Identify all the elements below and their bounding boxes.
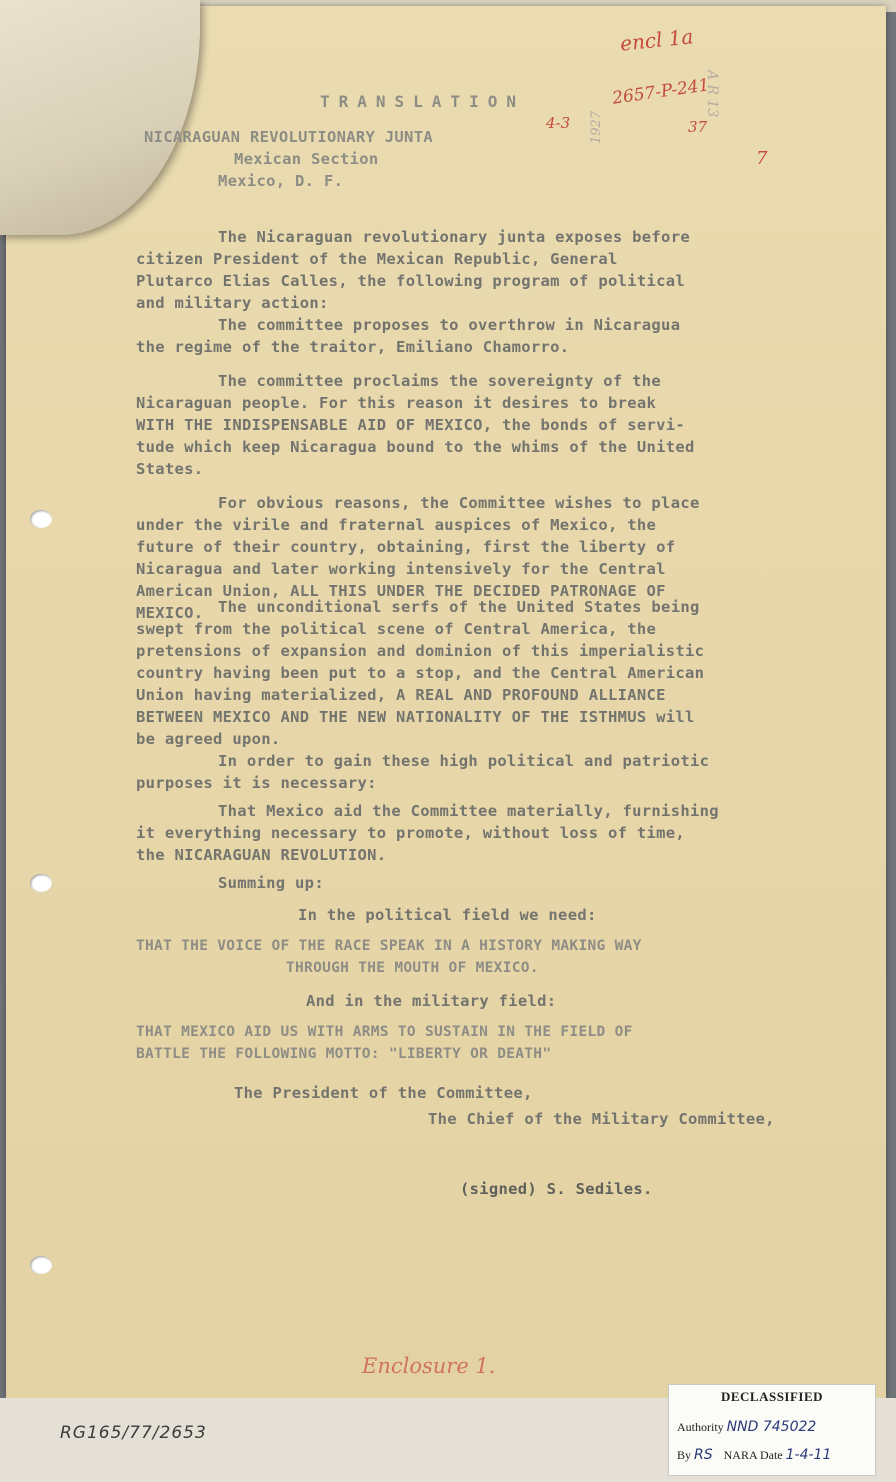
body-line: American Union, ALL THIS UNDER THE DECIDED PATRONAGE OF	[136, 582, 666, 600]
body-line: pretensions of expansion and dominion of this imperialistic	[136, 642, 705, 660]
by-value: RS	[694, 1447, 713, 1463]
body-line: be agreed upon.	[136, 730, 281, 748]
document-heading: TRANSLATION	[320, 92, 525, 111]
mark-annotation: 7	[756, 148, 768, 169]
body-line: and military action:	[136, 294, 329, 312]
signature-line: (signed) S. Sediles.	[460, 1180, 653, 1198]
organization-name: NICARAGUAN REVOLUTIONARY JUNTA	[144, 128, 433, 146]
body-line: The committee proclaims the sovereignty of the	[218, 372, 662, 390]
arms-line: BATTLE THE FOLLOWING MOTTO: "LIBERTY OR DEATH"	[136, 1046, 552, 1062]
body-line: it everything necessary to promote, without loss of time,	[136, 824, 686, 842]
encl-annotation: encl 1a	[618, 24, 695, 56]
body-line: the NICARAGUAN REVOLUTION.	[136, 846, 387, 864]
number-annotation: 4-3	[546, 114, 571, 132]
body-line: For obvious reasons, the Committee wishes to place	[218, 494, 700, 512]
punch-hole	[30, 874, 52, 892]
body-line: country having been put to a stop, and the Central American	[136, 664, 705, 682]
punch-hole	[30, 1256, 52, 1274]
body-line: MEXICO.	[136, 604, 204, 622]
margin-code: A R 13	[704, 70, 720, 118]
record-group-label: RG165/77/2653	[60, 1423, 207, 1443]
punch-hole	[30, 510, 52, 528]
body-line: tude which keep Nicaragua bound to the whims of the United	[136, 438, 695, 456]
number-annotation: 37	[688, 118, 708, 136]
body-line: BETWEEN MEXICO AND THE NEW NATIONALITY OF THE ISTHMUS will	[136, 708, 695, 726]
date-value: 1-4-11	[785, 1447, 832, 1463]
body-line: That Mexico aid the Committee materially, furnishing	[218, 802, 719, 820]
arms-line: THAT MEXICO AID US WITH ARMS TO SUSTAIN IN THE FIELD OF	[136, 1024, 633, 1040]
body-line: Nicaraguan people. For this reason it desires to break	[136, 394, 657, 412]
body-line: States.	[136, 460, 204, 478]
file-number-annotation: 2657-P-241	[611, 75, 711, 109]
closing-line: The Chief of the Military Committee,	[428, 1110, 775, 1128]
body-line: In order to gain these high political and patriotic	[218, 752, 710, 770]
declassified-stamp	[668, 1384, 876, 1476]
political-field-line: In the political field we need:	[298, 906, 597, 924]
body-line: The Nicaraguan revolutionary junta exposes before	[218, 228, 690, 246]
nara-date-label: NARA Date	[723, 1448, 783, 1462]
section-name: Mexican Section	[234, 150, 379, 168]
body-line: purposes it is necessary:	[136, 774, 377, 792]
body-line: The unconditional serfs of the United States being	[218, 598, 700, 616]
body-line: The committee proposes to overthrow in Nicaragua	[218, 316, 681, 334]
body-line: future of their country, obtaining, first the liberty of	[136, 538, 676, 556]
voice-line: THAT THE VOICE OF THE RACE SPEAK IN A HISTORY MAKING WAY	[136, 938, 642, 954]
year-annotation: 1927	[589, 110, 605, 145]
stamp-title: DECLASSIFIED	[720, 1389, 824, 1404]
enclosure-annotation: Enclosure 1.	[362, 1354, 496, 1378]
body-line: citizen President of the Mexican Republic, General	[136, 250, 618, 268]
body-line: Nicaragua and later working intensively for the Central	[136, 560, 666, 578]
body-line: the regime of the traitor, Emiliano Chamorro.	[136, 338, 570, 356]
military-field-line: And in the military field:	[306, 992, 557, 1010]
body-line: Plutarco Elias Calles, the following program of political	[136, 272, 686, 290]
closing-line: The President of the Committee,	[234, 1084, 533, 1102]
body-line: WITH THE INDISPENSABLE AID OF MEXICO, the bonds of servi-	[136, 416, 686, 434]
body-line: swept from the political scene of Central America, the	[136, 620, 657, 638]
authority-label: Authority	[677, 1420, 724, 1434]
by-row	[677, 1447, 831, 1463]
by-label: By	[677, 1448, 692, 1462]
authority-value: NND 745022	[726, 1419, 817, 1435]
voice-line: THROUGH THE MOUTH OF MEXICO.	[286, 960, 539, 976]
body-line: under the virile and fraternal auspices of Mexico, the	[136, 516, 657, 534]
place-line: Mexico, D. F.	[218, 172, 344, 190]
authority-row	[677, 1419, 816, 1435]
body-line: Union having materialized, A REAL AND PROFOUND ALLIANCE	[136, 686, 666, 704]
summing-up-line: Summing up:	[218, 874, 324, 892]
